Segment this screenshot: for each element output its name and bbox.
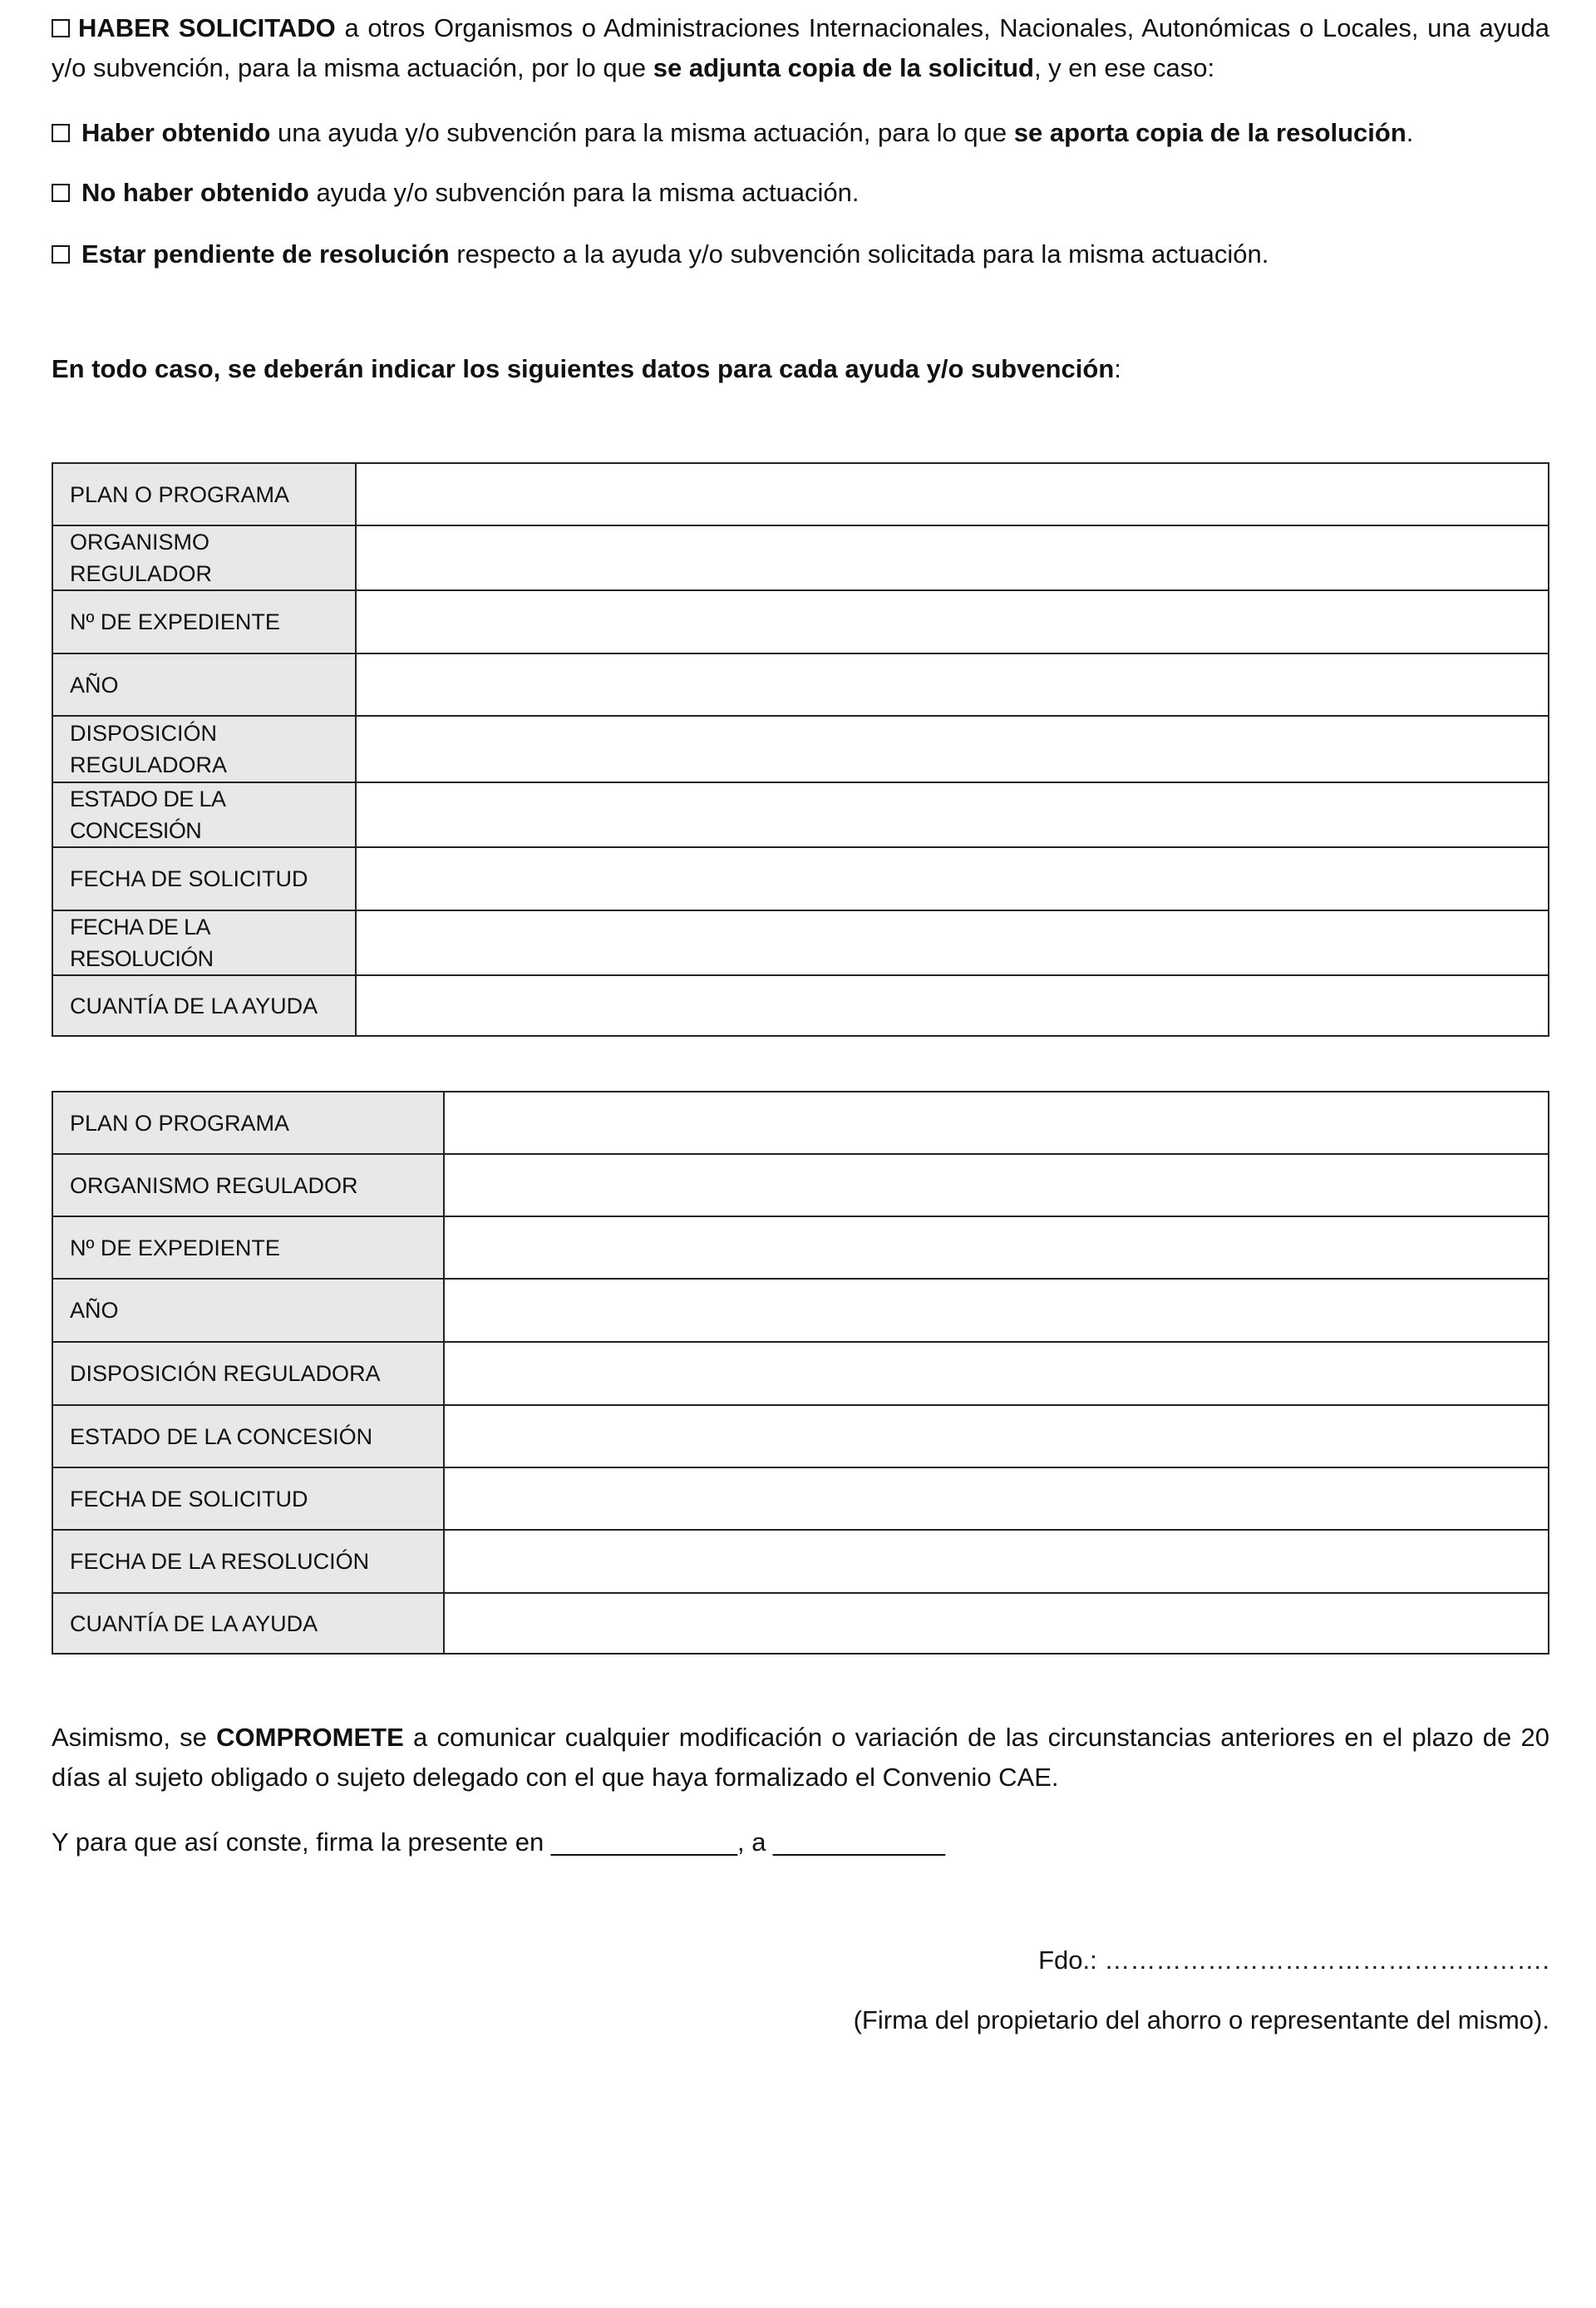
aid-table-2 — [52, 1091, 1549, 1655]
option-text: ayuda y/o subvención para la misma actuación. — [308, 178, 860, 207]
table-row — [52, 525, 1549, 590]
row-label: FECHA DE SOLICITUD — [52, 1467, 444, 1530]
plan-programa-field[interactable] — [444, 1092, 1549, 1154]
table-row — [52, 463, 1549, 525]
fecha-resolucion-field[interactable] — [444, 1530, 1549, 1593]
option-pendiente — [52, 234, 1549, 274]
option-bold-2: se aporta copia de la resolución — [1013, 118, 1406, 147]
anio-field[interactable] — [444, 1279, 1549, 1342]
cuantia-field[interactable] — [356, 975, 1549, 1036]
organismo-regulador-field[interactable] — [444, 1154, 1549, 1216]
disposicion-field[interactable] — [356, 716, 1549, 782]
option-tail: . — [1406, 118, 1414, 147]
table-row — [52, 1593, 1549, 1654]
expediente-field[interactable] — [444, 1216, 1549, 1279]
table-row — [52, 1279, 1549, 1342]
checkbox-haber-obtenido[interactable] — [52, 124, 70, 142]
commitment-paragraph — [52, 1718, 1549, 1798]
commit-text: a comunicar cualquier modificación o variación de las circunstancias anteriores en el plazo de 20 días al sujeto obligado o sujeto delegado con el que haya formalizado el Convenio CAE. — [52, 1723, 1550, 1792]
sign-line: Y para que así conste, firma la presente en _____________, a ____________ — [52, 1827, 945, 1857]
row-label: PLAN O PROGRAMA — [52, 463, 356, 525]
row-label: ORGANISMO REGULADOR — [52, 525, 356, 590]
option-bold: Haber obtenido — [81, 118, 271, 147]
row-label: FECHA DE SOLICITUD — [52, 847, 356, 910]
signature-note: (Firma del propietario del ahorro o representante del mismo). — [853, 2005, 1549, 2034]
row-label: FECHA DE LA RESOLUCIÓN — [52, 910, 356, 975]
cuantia-field[interactable] — [444, 1593, 1549, 1654]
fecha-resolucion-field[interactable] — [356, 910, 1549, 975]
table-row — [52, 590, 1549, 653]
estado-concesion-field[interactable] — [444, 1405, 1549, 1467]
expediente-field[interactable] — [356, 590, 1549, 653]
option-bold: Estar pendiente de resolución — [81, 239, 450, 269]
table-row — [52, 975, 1549, 1036]
row-label: AÑO — [52, 1279, 444, 1342]
option-haber-obtenido — [52, 113, 1549, 153]
intro-bold-2: se adjunta copia de la solicitud — [653, 53, 1034, 82]
row-label: ESTADO DE LA CONCESIÓN — [52, 1405, 444, 1467]
estado-concesion-field[interactable] — [356, 782, 1549, 847]
table-row — [52, 910, 1549, 975]
checkbox-no-haber-obtenido[interactable] — [52, 184, 70, 202]
aid-table-1 — [52, 462, 1549, 1037]
commit-bold: COMPROMETE — [216, 1723, 404, 1752]
checkbox-haber-solicitado[interactable] — [52, 19, 70, 37]
table-row — [52, 1405, 1549, 1467]
table-row — [52, 1342, 1549, 1405]
organismo-regulador-field[interactable] — [356, 525, 1549, 590]
commit-pre: Asimismo, se — [52, 1723, 217, 1752]
row-label: ORGANISMO REGULADOR — [52, 1154, 444, 1216]
intro-text-2: , y en ese caso: — [1033, 53, 1215, 82]
table-row — [52, 782, 1549, 847]
row-label: Nº DE EXPEDIENTE — [52, 1216, 444, 1279]
row-label: PLAN O PROGRAMA — [52, 1092, 444, 1154]
checkbox-pendiente[interactable] — [52, 245, 70, 264]
table-row — [52, 1467, 1549, 1530]
notice-tail: : — [1114, 354, 1121, 383]
anio-field[interactable] — [356, 653, 1549, 716]
table-row — [52, 716, 1549, 782]
table-row — [52, 1154, 1549, 1216]
table-row — [52, 847, 1549, 910]
table-row — [52, 1092, 1549, 1154]
intro-paragraph — [52, 8, 1549, 88]
table-row — [52, 1216, 1549, 1279]
table-row — [52, 1530, 1549, 1593]
option-text: una ayuda y/o subvención para la misma actuación, para lo que — [270, 118, 1014, 147]
notice — [52, 349, 1549, 389]
row-label: Nº DE EXPEDIENTE — [52, 590, 356, 653]
row-label: AÑO — [52, 653, 356, 716]
option-text: respecto a la ayuda y/o subvención solicitada para la misma actuación. — [449, 239, 1269, 269]
row-label: ESTADO DE LA CONCESIÓN — [52, 782, 356, 847]
notice-bold: En todo caso, se deberán indicar los siguientes datos para cada ayuda y/o subvención — [52, 354, 1115, 383]
intro-lead-bold: HABER SOLICITADO — [78, 13, 336, 42]
row-label: CUANTÍA DE LA AYUDA — [52, 1593, 444, 1654]
plan-programa-field[interactable] — [356, 463, 1549, 525]
fecha-solicitud-field[interactable] — [356, 847, 1549, 910]
signature-line: Fdo.: ……………………………………………. — [1038, 1946, 1549, 1975]
disposicion-field[interactable] — [444, 1342, 1549, 1405]
option-bold: No haber obtenido — [81, 178, 309, 207]
row-label: FECHA DE LA RESOLUCIÓN — [52, 1530, 444, 1593]
row-label: CUANTÍA DE LA AYUDA — [52, 975, 356, 1036]
option-no-haber-obtenido — [52, 173, 1549, 213]
row-label: DISPOSICIÓN REGULADORA — [52, 716, 356, 782]
fecha-solicitud-field[interactable] — [444, 1467, 1549, 1530]
table-row — [52, 653, 1549, 716]
row-label: DISPOSICIÓN REGULADORA — [52, 1342, 444, 1405]
intro-text-1: a otros Organismos o Administraciones Internacionales, Nacionales, Autonómicas o Locales, una ayuda y/o subvención, para la misma actuación, por lo que — [52, 13, 1550, 82]
